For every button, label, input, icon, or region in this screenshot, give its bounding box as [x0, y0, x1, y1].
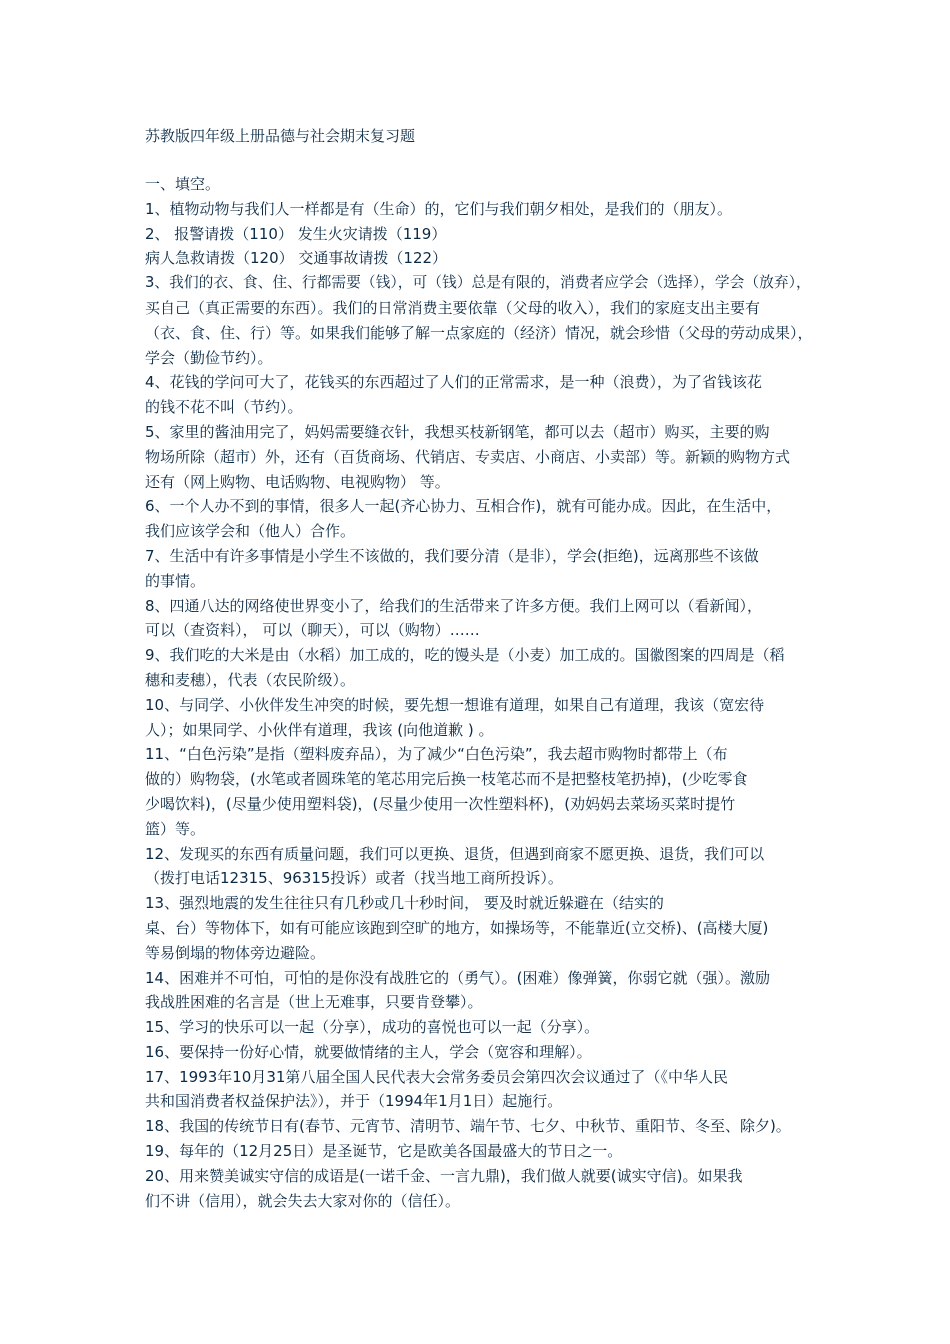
question-line: 等易倒塌的物体旁边避险。	[145, 943, 326, 962]
question-line: 8、四通八达的网络使世界变小了，给我们的生活带来了许多方便。我们上网可以（看新闻），	[145, 596, 763, 615]
question-item	[145, 420, 815, 494]
question-item	[145, 544, 815, 594]
question-item	[145, 842, 815, 892]
question-line: 我战胜困难的名言是（世上无难事，只要肯登攀）。	[145, 993, 483, 1012]
question-line: 18、我国的传统节日有(春节、元宵节、清明节、端午节、七夕、中秋节、重阳节、冬至、除夕)。	[145, 1117, 791, 1136]
question-line: 19、每年的（12月25日）是圣诞节，它是欧美各国最盛大的节日之一。	[145, 1142, 623, 1161]
question-item	[145, 222, 815, 272]
question-line: 20、用来赞美诚实守信的成语是(一诺千金、一言九鼎)，我们做人就要(诚实守信)。如果我	[145, 1166, 743, 1185]
question-line: 3、我们的衣、食、住、行都需要（钱），可（钱）总是有限的，消费者应学会（选择），学会（放弃），	[145, 274, 811, 292]
question-line: 15、学习的快乐可以一起（分享），成功的喜悦也可以一起（分享）。	[145, 1018, 600, 1037]
section-heading: 一、填空。	[145, 175, 221, 193]
question-list	[145, 197, 815, 1214]
question-line: 篮）等。	[145, 819, 206, 838]
question-item	[145, 891, 815, 965]
question-line: 物场所除（超市）外，还有（百货商场、代销店、专卖店、小商店、小卖部）等。新颖的购物方式	[145, 447, 791, 466]
question-line: 14、困难并不可怕，可怕的是你没有战胜它的（勇气）。(困难）像弹簧，你弱它就（强）。激励	[145, 968, 770, 987]
question-line: 9、我们吃的大米是由（水稻）加工成的，吃的馒头是（小麦）加工成的。国徽图案的四周是（稻	[145, 646, 785, 665]
question-item	[145, 1139, 815, 1164]
question-line: 5、家里的酱油用完了，妈妈需要缝衣针，我想买枝新钢笔，都可以去（超市）购买，主要的购	[145, 422, 770, 441]
question-line: 们不讲（信用），就会失去大家对你的（信任）。	[145, 1191, 461, 1210]
question-line: 可以（查资料）， 可以（聊天），可以（购物）……	[145, 621, 480, 640]
question-line: 1、植物动物与我们人一样都是有（生命）的，它们与我们朝夕相处，是我们的（朋友）。	[145, 199, 733, 218]
question-item	[145, 594, 815, 644]
question-line: 4、花钱的学问可大了，花钱买的东西超过了人们的正常需求，是一种（浪费），为了省钱该花	[145, 373, 763, 392]
question-line: 人）；如果同学、小伙伴有道理，我该 (向他道歉 ) 。	[145, 720, 494, 739]
question-line: 穗和麦穗），代表（农民阶级）。	[145, 670, 356, 689]
question-line: 10、与同学、小伙伴发生冲突的时候，要先想一想谁有道理，如果自己有道理，我该（宽宏待	[145, 695, 765, 714]
question-line: 16、要保持一份好心情，就要做情绪的主人，学会（宽容和理解）。	[145, 1042, 592, 1061]
question-line: 的事情。	[145, 571, 206, 590]
question-line: 7、生活中有许多事情是小学生不该做的，我们要分清（是非），学会(拒绝)，远离那些不该做	[145, 546, 759, 565]
question-line: 我们应该学会和（他人）合作。	[145, 522, 356, 541]
question-line: 学会（勤俭节约）。	[145, 348, 273, 367]
question-line: 买自己（真正需要的东西）。我们的日常消费主要依靠（父母的收入），我们的家庭支出主要有	[145, 298, 761, 317]
question-line: 17、1993年10月31第八届全国人民代表大会常务委员会第四次会议通过了（《中华人民	[145, 1067, 728, 1086]
question-item	[145, 1040, 815, 1065]
question-line: 11、“白色污染”是指（塑料废弃品），为了减少“白色污染”，我去超市购物时都带上（布	[145, 745, 728, 764]
question-item	[145, 494, 815, 544]
question-line: 6、一个人办不到的事情，很多人一起(齐心协力、互相合作)，就有可能办成。因此，在生活中，	[145, 497, 782, 516]
question-item	[145, 693, 815, 743]
question-line: 13、强烈地震的发生往往只有几秒或几十秒时间， 要及时就近躲避在（结实的	[145, 894, 664, 913]
question-line: 2、 报警请拨（110） 发生火灾请拨（119）	[145, 224, 447, 243]
question-line: （衣、食、住、行）等。如果我们能够了解一点家庭的（经济）情况，就会珍惜（父母的劳动成果），	[145, 323, 813, 342]
question-item	[145, 1065, 815, 1115]
document-title: 苏教版四年级上册品德与社会期末复习题	[145, 127, 416, 145]
question-item	[145, 1015, 815, 1040]
question-item	[145, 643, 815, 693]
question-line: 桌、台）等物体下，如有可能应该跑到空旷的地方，如操场等，不能靠近(立交桥)、(高楼大厦)	[145, 918, 769, 937]
document-body	[145, 124, 815, 1213]
question-item	[145, 966, 815, 1016]
question-item	[145, 1164, 815, 1214]
question-item	[145, 197, 815, 222]
question-line: 少喝饮料)，(尽量少使用塑料袋)，(尽量少使用一次性塑料杯)，(劝妈妈去菜场买菜时提竹	[145, 794, 736, 813]
question-line: 病人急救请拨（120） 交通事故请拨（122）	[145, 249, 448, 268]
question-item	[145, 1114, 815, 1139]
question-line: 12、发现买的东西有质量问题，我们可以更换、退货，但遇到商家不愿更换、退货，我们可以	[145, 844, 765, 863]
question-line: 还有（网上购物、电话购物、电视购物） 等。	[145, 472, 450, 491]
question-item	[145, 742, 815, 841]
question-item	[145, 271, 815, 370]
question-line: 做的）购物袋，(水笔或者圆珠笔的笔芯用完后换一枝笔芯而不是把整枝笔扔掉)，(少吃零食	[145, 770, 748, 789]
question-line: 共和国消费者权益保护法》），并于（1994年1月1日）起施行。	[145, 1092, 563, 1111]
question-item	[145, 370, 815, 420]
question-line: （拨打电话12315、96315投诉）或者（找当地工商所投诉）。	[145, 869, 563, 888]
question-line: 的钱不花不叫（节约）。	[145, 398, 303, 417]
